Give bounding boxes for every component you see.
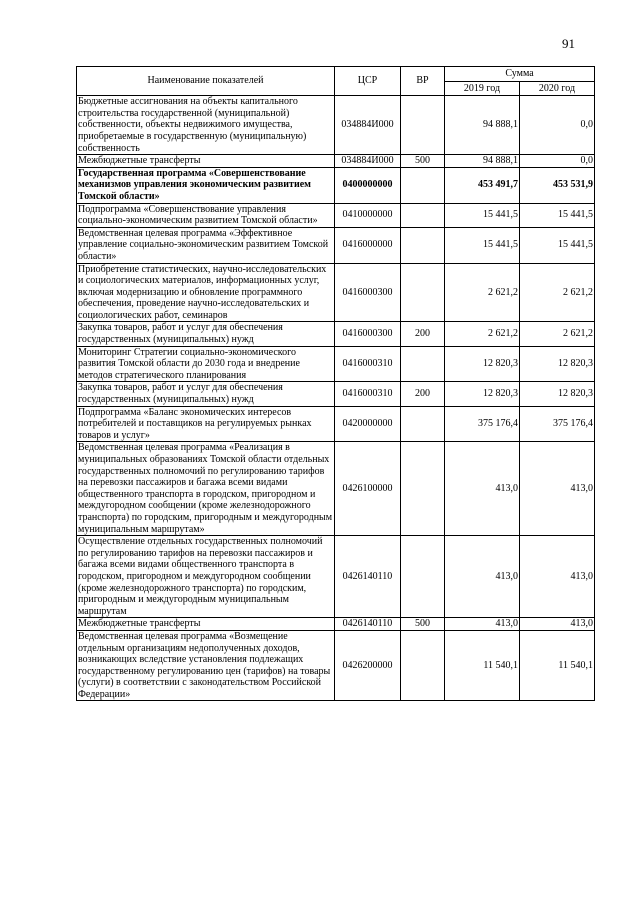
row-sum-2019: 453 491,7 [445, 167, 520, 203]
row-sum-2019: 15 441,5 [445, 227, 520, 263]
table-row [77, 346, 595, 382]
table-body [77, 96, 595, 701]
row-name: Подпрограмма «Баланс экономических интересов потребителей и поставщиков на регулируемых рынках товаров и услуг» [77, 406, 335, 442]
row-vr [401, 346, 445, 382]
row-sum-2020: 11 540,1 [520, 630, 595, 701]
row-csr: 0416000000 [335, 227, 401, 263]
row-vr [401, 536, 445, 618]
table-row [77, 536, 595, 618]
table-row [77, 96, 595, 155]
row-sum-2020: 413,0 [520, 442, 595, 536]
table-row [77, 442, 595, 536]
row-name: Мониторинг Стратегии социально-экономического развития Томской области до 2030 года и внедрение методов стратегического планирования [77, 346, 335, 382]
page-number: 91 [562, 36, 575, 51]
row-csr: 0410000000 [335, 203, 401, 227]
row-sum-2020: 15 441,5 [520, 227, 595, 263]
row-sum-2019: 413,0 [445, 442, 520, 536]
row-sum-2019: 15 441,5 [445, 203, 520, 227]
row-sum-2019: 2 621,2 [445, 263, 520, 322]
row-name: Ведомственная целевая программа «Возмещение отдельным организациям недополученных доходов, возникающих вследствие установления подлежащих государственному регулированию цен (тарифов) на товары (услуги) в соответствии с законодательством Российской Федерации» [77, 630, 335, 701]
table-row [77, 630, 595, 701]
row-vr [401, 406, 445, 442]
table-row [77, 406, 595, 442]
row-csr: 0420000000 [335, 406, 401, 442]
header-sum: Сумма [445, 67, 595, 82]
row-sum-2019: 2 621,2 [445, 322, 520, 346]
row-name: Осуществление отдельных государственных полномочий по регулированию тарифов на перевозки пассажиров и багажа всеми видами общественного транспорта в городском, пригородном и междугородном сообщении (кроме железнодорожного транспорта) по городским, пригородным и междугородным муниципальным маршрутам [77, 536, 335, 618]
row-vr: 500 [401, 618, 445, 631]
row-sum-2020: 0,0 [520, 96, 595, 155]
row-sum-2020: 15 441,5 [520, 203, 595, 227]
row-name: Ведомственная целевая программа «Эффективное управление социально-экономическим развитием Томской области» [77, 227, 335, 263]
row-sum-2020: 2 621,2 [520, 263, 595, 322]
table-row [77, 263, 595, 322]
row-vr: 200 [401, 322, 445, 346]
row-vr [401, 442, 445, 536]
table-row [77, 227, 595, 263]
row-sum-2019: 11 540,1 [445, 630, 520, 701]
budget-table [76, 66, 595, 701]
row-sum-2020: 12 820,3 [520, 346, 595, 382]
header-csr: ЦСР [335, 67, 401, 96]
row-name: Ведомственная целевая программа «Реализация в муниципальных образованиях Томской области отдельных государственных полномочий по регулированию тарифов на перевозки пассажиров и багажа всеми видами общественного транспорта в городском, пригородном и междугородном сообщении (кроме железнодорожного транспорта) по городским, пригородным и междугородным муниципальным маршрутам» [77, 442, 335, 536]
table-row [77, 618, 595, 631]
row-vr [401, 203, 445, 227]
row-csr: 0426140110 [335, 618, 401, 631]
row-vr: 500 [401, 155, 445, 168]
row-name: Межбюджетные трансферты [77, 155, 335, 168]
row-vr [401, 167, 445, 203]
row-sum-2020: 0,0 [520, 155, 595, 168]
row-sum-2019: 375 176,4 [445, 406, 520, 442]
row-sum-2020: 2 621,2 [520, 322, 595, 346]
row-sum-2019: 12 820,3 [445, 382, 520, 406]
row-name: Подпрограмма «Совершенствование управления социально-экономическим развитием Томской области» [77, 203, 335, 227]
row-sum-2020: 375 176,4 [520, 406, 595, 442]
header-vr: ВР [401, 67, 445, 96]
row-name: Межбюджетные трансферты [77, 618, 335, 631]
row-sum-2020: 12 820,3 [520, 382, 595, 406]
row-sum-2020: 413,0 [520, 618, 595, 631]
row-vr [401, 630, 445, 701]
row-sum-2019: 94 888,1 [445, 96, 520, 155]
row-csr: 0426100000 [335, 442, 401, 536]
row-csr: 034884И000 [335, 155, 401, 168]
row-sum-2019: 12 820,3 [445, 346, 520, 382]
row-sum-2019: 413,0 [445, 618, 520, 631]
table-row [77, 203, 595, 227]
table-header [77, 67, 595, 96]
header-year-2019: 2019 год [445, 81, 520, 96]
row-csr: 0416000310 [335, 382, 401, 406]
row-sum-2019: 94 888,1 [445, 155, 520, 168]
row-name: Закупка товаров, работ и услуг для обеспечения государственных (муниципальных) нужд [77, 322, 335, 346]
row-vr [401, 96, 445, 155]
row-vr [401, 263, 445, 322]
table-row [77, 167, 595, 203]
header-name: Наименование показателей [77, 67, 335, 96]
row-csr: 0426140110 [335, 536, 401, 618]
row-csr: 034884И000 [335, 96, 401, 155]
row-csr: 0400000000 [335, 167, 401, 203]
row-name: Закупка товаров, работ и услуг для обеспечения государственных (муниципальных) нужд [77, 382, 335, 406]
row-sum-2020: 413,0 [520, 536, 595, 618]
header-year-2020: 2020 год [520, 81, 595, 96]
table-row [77, 382, 595, 406]
row-sum-2020: 453 531,9 [520, 167, 595, 203]
row-vr: 200 [401, 382, 445, 406]
row-csr: 0426200000 [335, 630, 401, 701]
row-name: Приобретение статистических, научно-исследовательских и социологических материалов, информационных услуг, включая модернизацию и обновление программного обеспечения, проведение научно-исследовательских и социологических работ, семинаров [77, 263, 335, 322]
row-csr: 0416000300 [335, 263, 401, 322]
row-name: Бюджетные ассигнования на объекты капитального строительства государственной (муниципальной) собственности, объекты недвижимого имущества, приобретаемые в государственную (муниципальную) собственность [77, 96, 335, 155]
row-name: Государственная программа «Совершенствование механизмов управления экономическим развитием Томской области» [77, 167, 335, 203]
row-csr: 0416000310 [335, 346, 401, 382]
table-row [77, 155, 595, 168]
row-sum-2019: 413,0 [445, 536, 520, 618]
row-csr: 0416000300 [335, 322, 401, 346]
row-vr [401, 227, 445, 263]
table-row [77, 322, 595, 346]
